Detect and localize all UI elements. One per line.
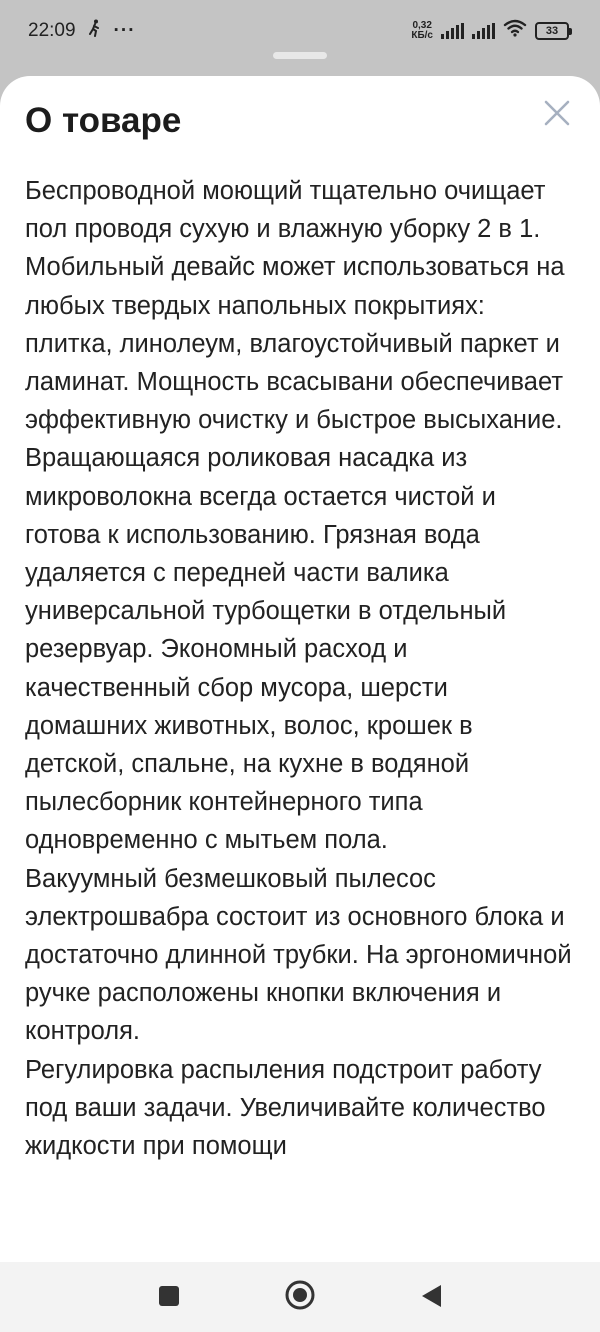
- wifi-icon: [503, 19, 527, 43]
- back-button[interactable]: [417, 1284, 445, 1312]
- network-speed-unit: КБ/c: [411, 30, 433, 41]
- walking-person-icon: [88, 19, 102, 43]
- square-recents-icon: [157, 1284, 181, 1313]
- sheet-title: О товаре: [25, 101, 182, 140]
- signal-2-icon: [472, 23, 495, 39]
- close-button[interactable]: [540, 98, 574, 132]
- signal-1-icon: [441, 23, 464, 39]
- close-icon: [544, 100, 570, 131]
- circle-home-icon: [284, 1279, 316, 1316]
- battery-level: 33: [535, 22, 569, 40]
- product-info-sheet: [0, 76, 600, 1262]
- network-speed: [411, 21, 433, 41]
- system-nav-bar: [0, 1262, 600, 1332]
- battery-icon: [535, 22, 572, 40]
- more-notifications-icon: ···: [113, 20, 136, 41]
- product-description: Беспроводной моющий тщательно очищает пол проводя сухую и влажную уборку 2 в 1. Мобильный девайс может использоваться на любых твердых напольных покрытиях: плитка, линолеум, влагоустойчивый паркет и ламинат. Мощность всасывани обеспечивает эффективную очистку и быстрое высыхание. Вращающаяся роликовая насадка из микроволокна всегда остается чистой и готова к использованию. Грязная вода удаляется с передней части валика универсальной турбощетки в отдельный резервуар. Экономный расход и качественный сбор мусора, шерсти домашних животных, волос, крошек в детской, спальне, на кухне в водяной пылесборник контейнерного типа одновременно с мытьем пола. Вакуумный безмешковый пылесос электрошвабра состоит из основного блока и достаточно длинной трубки. На эргономичной ручке расположены кнопки включения и контроля. Регулировка распыления подстроит работу под ваши задачи. Увеличивайте количество жидкости при помощи: [25, 177, 572, 1161]
- text-fade-overlay: [0, 1222, 600, 1262]
- status-time: 22:09: [28, 20, 76, 41]
- sheet-drag-handle[interactable]: [273, 52, 327, 59]
- status-right: [411, 19, 572, 43]
- status-left: [28, 19, 136, 43]
- network-speed-value: 0,32: [412, 20, 432, 31]
- recents-button[interactable]: [155, 1284, 183, 1312]
- triangle-back-icon: [419, 1284, 443, 1313]
- home-button[interactable]: [284, 1281, 316, 1313]
